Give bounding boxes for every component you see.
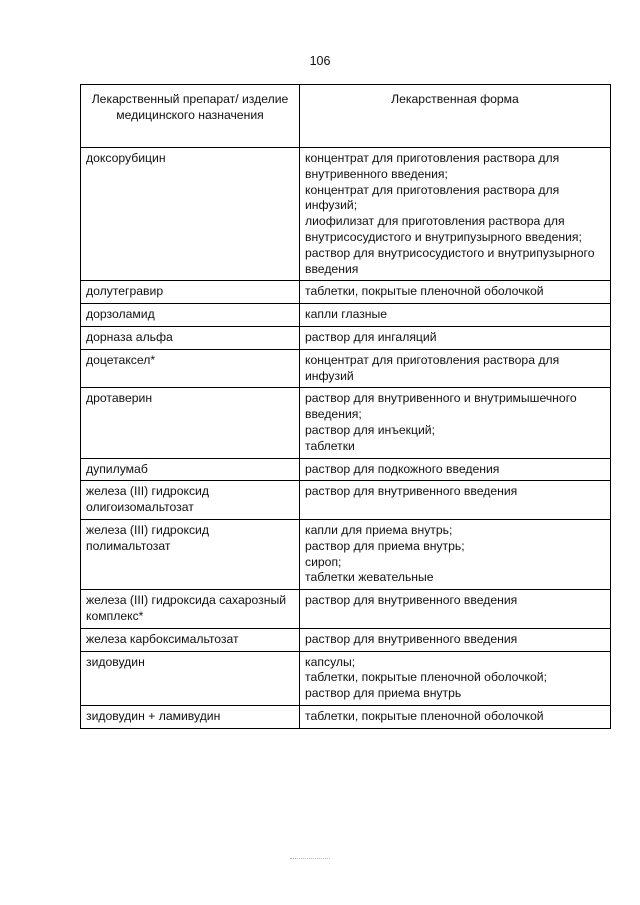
table-row [81, 349, 611, 388]
table-row [81, 326, 611, 349]
dosage-form-cell [300, 628, 611, 651]
drug-name-cell: дорзоламид [81, 304, 300, 327]
dosage-form-cell [300, 590, 611, 629]
dosage-form-cell [300, 481, 611, 520]
dosage-form-cell [300, 519, 611, 589]
dosage-form-cell [300, 705, 611, 728]
table-row [81, 519, 611, 589]
header-form: Лекарственная форма [300, 85, 611, 148]
table-row [81, 705, 611, 728]
drug-name-cell: зидовудин + ламивудин [81, 705, 300, 728]
dosage-form-item: лиофилизат для приготовления раствора для внутрисосудистого и внутрипузырного введения; [305, 214, 582, 244]
dosage-form-item: раствор для внутрисосудистого и внутрипузырного введения [305, 245, 595, 276]
dosage-form-cell [300, 388, 611, 458]
drug-name-cell: доксорубицин [81, 148, 300, 281]
dosage-form-item: таблетки, покрытые пленочной оболочкой; [305, 670, 547, 685]
dosage-form-item: концентрат для приготовления раствора для внутривенного введения; [305, 151, 560, 181]
dosage-form-cell [300, 651, 611, 705]
dosage-form-item: таблетки, покрытые пленочной оболочкой [305, 284, 544, 299]
dosage-form-item: раствор для внутривенного и внутримышечного введения; [305, 391, 577, 422]
dosage-form-item: раствор для внутривенного введения [305, 631, 518, 646]
dosage-form-cell [300, 304, 611, 327]
footer-mark [290, 858, 330, 859]
drug-name-cell: зидовудин [81, 651, 300, 705]
table-row [81, 388, 611, 458]
drug-name-cell: железа карбоксимальтозат [81, 628, 300, 651]
dosage-form-cell [300, 326, 611, 349]
drug-name-cell: дротаверин [81, 388, 300, 458]
medications-table [80, 84, 611, 729]
dosage-form-item: раствор для инъекций; [305, 422, 435, 437]
dosage-form-cell [300, 349, 611, 388]
dosage-form-item: концентрат для приготовления раствора для инфузий [305, 352, 560, 383]
drug-name-cell: дупилумаб [81, 458, 300, 481]
dosage-form-item: таблетки жевательные [305, 570, 434, 585]
table-row [81, 481, 611, 520]
drug-name-cell: железа (III) гидроксида сахарозный комплекс* [81, 590, 300, 629]
dosage-form-item: таблетки [305, 438, 355, 453]
dosage-form-item: раствор для внутривенного введения [305, 484, 518, 499]
dosage-form-item: капли глазные [305, 307, 388, 322]
dosage-form-item: раствор для приема внутрь [305, 686, 462, 701]
dosage-form-item: раствор для подкожного введения [305, 461, 500, 476]
table-row [81, 458, 611, 481]
table-row [81, 590, 611, 629]
drug-name-cell: доцетаксел* [81, 349, 300, 388]
dosage-form-cell [300, 458, 611, 481]
table-row [81, 304, 611, 327]
table-row [81, 148, 611, 281]
table-header-row [81, 85, 611, 148]
dosage-form-cell [300, 281, 611, 304]
table-row [81, 281, 611, 304]
dosage-form-item: раствор для ингаляций [305, 329, 437, 344]
dosage-form-item: раствор для внутривенного введения [305, 593, 518, 608]
dosage-form-item: капсулы; [305, 654, 356, 669]
page-number: 106 [309, 54, 331, 68]
dosage-form-item: концентрат для приготовления раствора для инфузий; [305, 182, 560, 213]
drug-name-cell: долутегравир [81, 281, 300, 304]
table-row [81, 628, 611, 651]
dosage-form-item: таблетки, покрытые пленочной оболочкой [305, 708, 544, 723]
drug-name-cell: железа (III) гидроксид полимальтозат [81, 519, 300, 589]
dosage-form-item: сироп; [305, 554, 342, 569]
dosage-form-item: раствор для приема внутрь; [305, 538, 465, 553]
table-body [81, 148, 611, 729]
dosage-form-item: капли для приема внутрь; [305, 522, 453, 537]
header-drug: Лекарственный препарат/ изделие медицинского назначения [81, 85, 300, 148]
table-row [81, 651, 611, 705]
drug-name-cell: дорназа альфа [81, 326, 300, 349]
dosage-form-cell [300, 148, 611, 281]
drug-name-cell: железа (III) гидроксид олигоизомальтозат [81, 481, 300, 520]
